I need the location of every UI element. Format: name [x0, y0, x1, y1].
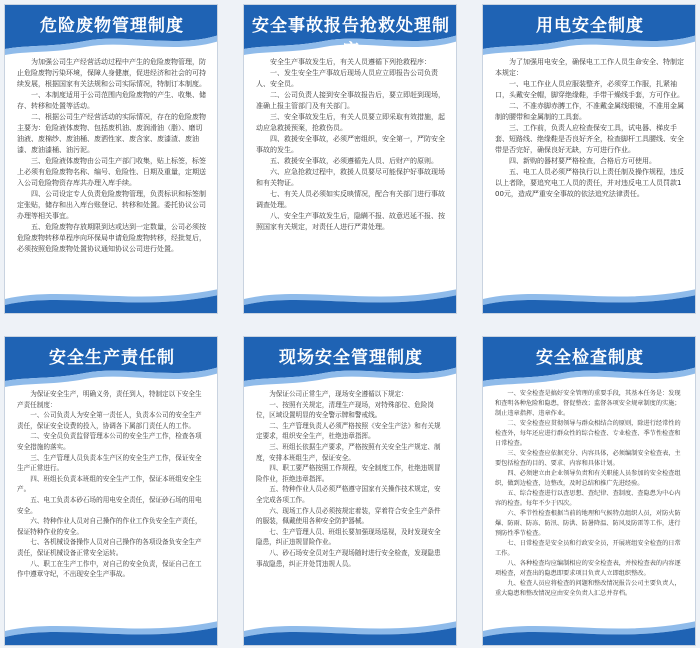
poster-title: 安全事故报告抢救处理制度 — [252, 16, 450, 61]
poster-header — [244, 337, 457, 387]
paragraph: 二、根据公司生产经营活动的实际情况，存在的危险废物主要为：危险液体废物、包括废机油、废润滑油（脂）、磨切油液、废棉纱、废油桶、废洒性家、废含家、废漆渣、废油漆、废油漆桶、油污泥。 — [17, 113, 206, 154]
paragraph: 一、安全检查是搞好安全管理的重要手段，其基本任务是：发现和查明各种危险和隐患，督促整改；监督各项安全规章制度的实施；制止违章指挥、违章作业。 — [495, 390, 681, 417]
paragraph: 五、救援安全事故，必须遵循先人员、后财产的原则。 — [270, 157, 438, 165]
poster-footer — [244, 613, 457, 645]
poster-electrical-safety — [482, 4, 696, 314]
poster-title: 危险废物管理制度 — [40, 16, 184, 36]
paragraph: 七、各机械设备操作人员对自己操作的各项设备负安全生产责任，保证机械设备正常安全运转。 — [17, 538, 202, 557]
paragraph: 六、现场工作人员必须按规定着装，穿着符合安全生产条件的服装，佩戴使用各种安全防护器械。 — [256, 506, 441, 526]
poster-production-responsibility — [4, 336, 218, 646]
paragraph: 为加强公司生产经营活动过程中产生的危险废物管理，防止危险废物污染环境，保障人身健康，促进经济和社会的可持续发展，根据国家有关法规和公司实际情况，特制订本制度。 — [17, 58, 206, 88]
paragraph: 二、安全员负责监督管理本公司的安全生产工作，检查各项安全措施的落实。 — [17, 432, 202, 451]
poster-title: 用电安全制度 — [536, 16, 644, 36]
paragraph: 四、必须建立由企业领导负责和有关职能人员参加的安全检查组织，做到边检查，边整改，及时总结和推广先进经验。 — [495, 470, 681, 487]
paragraph: 七、生产管理人员、班组长要加强现场巡视，及时发现安全隐患，纠正违规冒险作业。 — [256, 527, 441, 547]
poster-header — [483, 337, 696, 387]
paragraph: 四、救援安全事故，必须严密组织，安全第一，严防安全事故的发生。 — [256, 135, 445, 154]
paragraph: 一、发生安全生产事故后现场人员应立即报告公司负责人、安全员。 — [256, 69, 438, 88]
paragraph: 四、新购的器材要严格检查，合格后方可使用。 — [509, 157, 656, 165]
poster-body — [17, 57, 207, 287]
paragraph: 四、公司设定专人负责危险废物管理，负责标识和标签制定张贴，储存和出入库台账登记、转移和处置。委托协议公司办理等相关事宜。 — [17, 190, 206, 220]
paragraph: 一、电工作业人员应服装整齐，必须穿工作服，扎紧袖口，头戴安全帽，脚穿绝缘鞋，手带干燥线手套，方可作业。 — [495, 80, 684, 99]
paragraph: 二、安全检查应贯彻领导与群众相结合的原则，除进行经常性的检查外，每年还应进行群众性的综合检查、专业检查、季节性检查和日常检查。 — [495, 420, 681, 447]
paragraph: 四、职工要严格按照工作规程，安全制度工作，杜绝违规冒险作业，拒绝违章指挥。 — [256, 464, 441, 483]
paragraph: 安全生产事故发生后，有关人员遵循下列抢救程序： — [270, 58, 431, 66]
poster-footer — [5, 613, 218, 645]
poster-body — [256, 389, 446, 619]
poster-body — [17, 389, 207, 619]
paragraph: 为保证公司正常生产，现场安全遵循以下规定： — [269, 390, 408, 398]
paragraph: 三、生产管理人员负责本生产区的安全生产工作，保证安全生产正常进行。 — [17, 453, 202, 473]
paragraph: 五、特种作业人员必须严格遵守国家有关操作技术规定，安全完成各项工作。 — [256, 485, 441, 504]
poster-title: 现场安全管理制度 — [279, 348, 423, 368]
paragraph: 为了加强用电安全，确保电工工作人员生命安全、特制定本规定： — [495, 58, 684, 77]
poster-title: 安全生产责任制 — [49, 348, 175, 368]
paragraph: 五、危险废物存放期限到达或达到一定数量，公司必须按危险废物转移单程序向环保局申请危险废物转移，经批复后，必须按照危险废物处置协议通知协议公司进行处置。 — [17, 223, 206, 253]
paragraph: 三、班组长依据生产要求，严格按照有关安全生产规定、制度，安排本班组生产，保证安全。 — [256, 442, 441, 462]
paragraph: 九、检查人员应将检查的问题和整改情况报告公司主要负责人，重大隐患和整改情况应由安全负责人汇总并存档。 — [495, 580, 681, 597]
poster-body — [495, 389, 685, 619]
poster-header — [5, 5, 218, 55]
paragraph: 二、公司负责人接到安全事故报告后，要立即赶到现场，准确上报主管部门及有关部门。 — [256, 91, 445, 110]
poster-footer — [483, 281, 696, 313]
paragraph: 一、按照有关规定，清理生产现场，对特殊部位、危险岗位，区域设置明显的安全警示牌和警戒线。 — [256, 400, 435, 420]
paragraph: 五、电工负责本砂石场的用电安全责任，保证砂石场的用电安全。 — [17, 495, 202, 515]
paragraph: 六、特种作业人员对自己操作的作业工作负安全生产责任，保证特种作业的安全。 — [17, 517, 202, 536]
poster-site-safety — [243, 336, 457, 646]
poster-footer — [5, 281, 218, 313]
paragraph: 六、应急抢救过程中，救援人员要尽可能保护好事故现场和有关物证。 — [256, 168, 445, 187]
paragraph: 三、安全事故发生后，有关人员要立即采取有效措施，起动应急救援预案，抢救伤员。 — [256, 113, 445, 132]
poster-body — [256, 57, 446, 287]
paragraph: 一、本制度适用于公司范围内危险废物的产生、收集、储存、转移和处置等活动。 — [17, 91, 206, 110]
poster-footer — [483, 613, 696, 645]
paragraph: 七、有关人员必须如实反映情况，配合有关部门进行事故调查处理。 — [256, 190, 445, 209]
paragraph: 三、安全检查应依据充分、内容具体，必须编制安全检查表，主要包括检查的目的、要求、内容和具体计划。 — [495, 450, 681, 467]
paragraph: 八、安全生产事故发生后，隐瞒不报、故意迟延不报、按照国家有关规定，对责任人进行严肃处理。 — [256, 212, 445, 231]
paragraph: 八、各种检查均应编制相应的安全检查表，并按检查表的内容逐项检查，对查出的隐患即要求项目负责人立即组织整改。 — [495, 560, 681, 577]
poster-header — [5, 337, 218, 387]
poster-accident-report — [243, 4, 457, 314]
paragraph: 二、不准赤脚赤膊工作，不准戴金属线眼镜，不准用金属制的腰带和金属制的工具套。 — [495, 102, 684, 121]
poster-safety-inspection — [482, 336, 696, 646]
paragraph: 三、危险液体废物由公司生产部门收集，贴上标签，标签上必须有危险废物名称、编号、危险性、日期及重量，定期送入公司危险物资存库共办理入库手续。 — [17, 157, 206, 187]
poster-header — [244, 5, 457, 61]
poster-body — [495, 57, 685, 287]
poster-footer — [244, 281, 457, 313]
paragraph: 三、工作前，负责人应检查保安工具，试电器、梯皮手套、短路线、绝缘鞋是否良好齐全，检查脚杆工具腰线、安全带是否完好，确保良好无缺，方可进行作业。 — [495, 124, 684, 154]
paragraph: 五、综合检查进行以查思想、查纪律、查制度、查隐患为中心内容的检查。每年不少于四次。 — [495, 490, 681, 507]
paragraph: 七、日常检查是安全员和行政安全员，开展班组安全检查的日常工作。 — [495, 540, 681, 557]
paragraph: 六、季节性检查根据当前的地理和气候特点组织人员，对防火防爆、防雨、防冻、防汛、防洪、防暑降温、防风及防雷等工作，进行预防性季节检查。 — [495, 510, 681, 537]
poster-title: 安全检查制度 — [536, 348, 644, 368]
paragraph: 八、职工在生产工作中，对自己的安全负责，保证自己在工作中遵章守纪，不出现安全生产事故。 — [17, 559, 202, 579]
paragraph: 一、公司负责人为安全第一责任人，负责本公司的安全生产责任，保证安全设费的投入，协调各下属部门责任人的工作。 — [17, 411, 202, 430]
poster-header — [483, 5, 696, 55]
paragraph: 八、砂石场安全员对生产现场随时进行安全检查，发现隐患事故隐患，纠正并处罚违规人员。 — [256, 548, 441, 568]
poster-hazardous-waste — [4, 4, 218, 314]
paragraph: 五、电工人员必须严格执行以上责任制及操作规程，违反以上者除，要追究电工人员的责任，并对违反电工人员罚款100元，造成严重安全事故的依法追究法律责任。 — [495, 168, 684, 198]
paragraph: 二、生产管理负责人必须严格按照《安全生产法》和有关规定要求，组织安全生产，杜绝违章指挥。 — [256, 421, 441, 441]
paragraph: 为保证安全生产，明确义务，责任到人，特制定以下安全生产责任制度： — [17, 390, 202, 409]
paragraph: 四、班组长负责本班组的安全生产工作，保证本班组安全生产。 — [17, 474, 202, 494]
